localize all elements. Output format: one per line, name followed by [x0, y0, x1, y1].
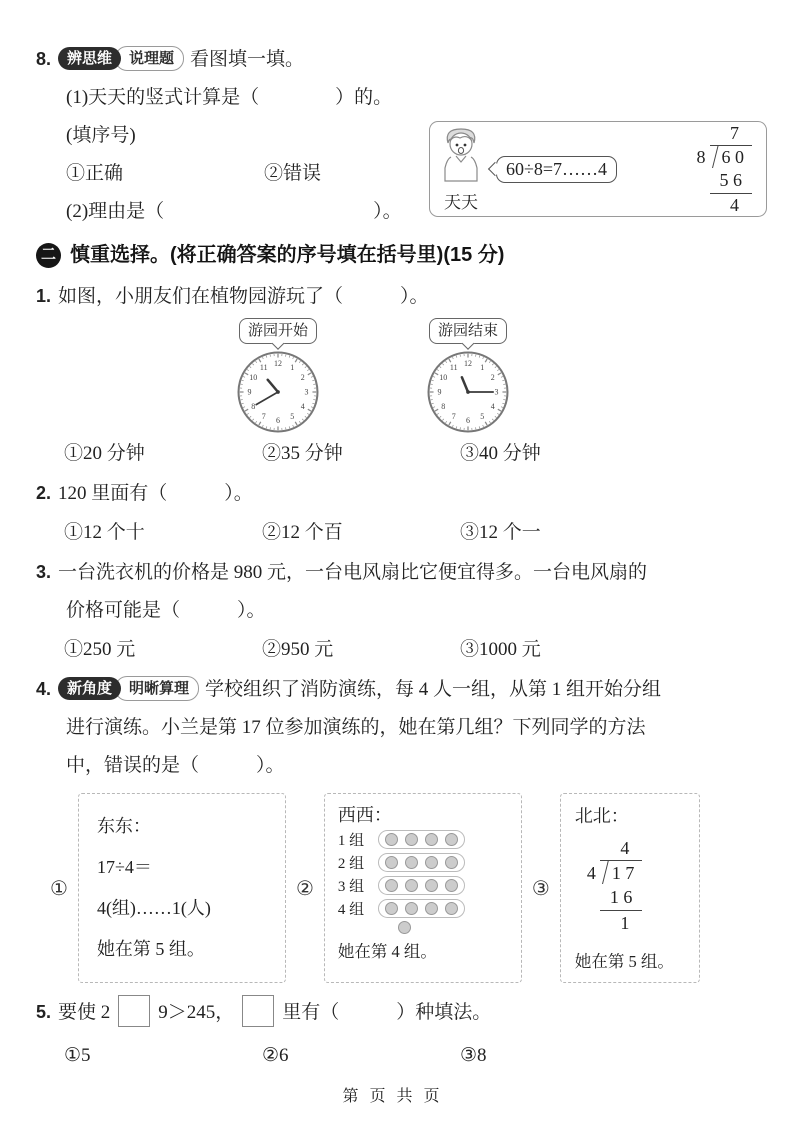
blank-box — [118, 995, 150, 1027]
clock-number: 1 — [290, 362, 295, 372]
person-dot — [425, 902, 438, 915]
section-2-title: 慎重选择。(将正确答案的序号填在括号里)(15 分) — [70, 244, 505, 266]
q3-option-2: ②950 元 — [262, 639, 334, 660]
question-2 — [36, 474, 767, 513]
boy-avatar-icon — [438, 126, 484, 182]
clock-number: 6 — [466, 416, 470, 426]
question-3 — [36, 553, 767, 592]
question-3-line1: 一台洗衣机的价格是 980 元，一台电风扇比它便宜得多。一台电风扇的 — [58, 562, 648, 583]
method-3-marker: ③ — [531, 877, 550, 900]
clock-number: 10 — [439, 373, 448, 383]
blank-box — [242, 995, 274, 1027]
person-dot — [445, 856, 458, 869]
question-3-line2: 价格可能是（ ）。 — [66, 600, 266, 621]
person-dot — [385, 902, 398, 915]
clock-number: 8 — [441, 401, 446, 411]
clock-number: 2 — [490, 373, 495, 383]
person-dot — [425, 833, 438, 846]
person-dot — [405, 833, 418, 846]
q2-option-1: ①12 个十 — [64, 522, 145, 543]
method-2-marker: ② — [295, 877, 314, 900]
q5-part-1: 要使 2 — [58, 1002, 111, 1023]
boy-name-label: 天天 — [444, 193, 478, 212]
q5-part-3: 里有（ ）种填法。 — [282, 1002, 492, 1023]
dots-pill — [378, 853, 465, 872]
question-4-line3: 中，错误的是（ ）。 — [66, 755, 285, 776]
clock-number: 11 — [449, 362, 458, 372]
q8-option-wrong: ②错误 — [264, 163, 322, 184]
group-label: 3 组 — [337, 879, 365, 895]
clock-start-face — [236, 350, 320, 434]
group-label: 2 组 — [337, 856, 365, 872]
worksheet-content — [36, 40, 767, 1076]
question-2-options — [36, 513, 767, 553]
q8-fill-serial-hint: (填序号) — [66, 125, 136, 146]
badge-shuo-li-ti: 说理题 — [115, 46, 184, 71]
question-4-line2: 进行演练。小兰是第 17 位参加演练的，她在第几组？下列同学的方法 — [66, 717, 646, 738]
beibei-conclusion: 她在第 5 组。 — [574, 952, 674, 971]
person-dot — [398, 921, 411, 934]
clock-number: 8 — [251, 401, 256, 411]
q2-option-2: ②12 个百 — [262, 522, 343, 543]
clock-center — [276, 390, 280, 394]
xixi-group-rows — [338, 829, 521, 919]
beibei-name: 北北： — [574, 806, 629, 826]
question-8-number: 8. — [36, 49, 52, 69]
boy-figure — [438, 126, 484, 212]
clock-number: 4 — [490, 401, 495, 411]
group-row — [338, 829, 521, 850]
badge-mingxi-suanli: 明晰算理 — [115, 676, 199, 701]
clock-number: 10 — [249, 373, 258, 383]
question-8-header — [36, 40, 767, 79]
question-1-number: 1. — [36, 286, 52, 306]
dongdong-line-2: 4(组)……1(人) — [96, 898, 211, 918]
section-2-header — [36, 235, 767, 275]
clock-number: 9 — [247, 387, 252, 397]
person-dot — [405, 856, 418, 869]
question-8-title-text: 看图填一填。 — [190, 49, 305, 70]
clock-number: 5 — [290, 412, 295, 422]
division-product: 5 6 — [710, 169, 753, 194]
clock-end-face — [426, 350, 510, 434]
xixi-extra-dot — [398, 921, 521, 939]
person-dot — [405, 902, 418, 915]
group-label: 4 组 — [337, 902, 365, 918]
clock-number: 2 — [300, 373, 305, 383]
clock-center — [466, 390, 470, 394]
division-dividend: 6 0 — [710, 145, 753, 169]
clock-number: 9 — [437, 387, 442, 397]
question-5-text — [58, 990, 491, 1036]
question-1-text: 如图，小朋友们在植物园游玩了（ ）。 — [58, 286, 429, 307]
q5-option-3: ③8 — [460, 1045, 487, 1066]
division-remainder: 4 — [730, 194, 739, 215]
question-1-options — [36, 434, 767, 474]
question-2-number: 2. — [36, 483, 52, 503]
clock-number: 6 — [276, 416, 280, 426]
clock-number: 7 — [261, 412, 266, 422]
person-dot — [445, 902, 458, 915]
q5-part-2: 9＞245， — [158, 1002, 235, 1023]
tiantian-figure-box — [429, 121, 767, 217]
person-dot — [425, 856, 438, 869]
question-4-header — [36, 670, 767, 709]
clock-start-group — [232, 318, 324, 434]
clock-number: 1 — [480, 362, 485, 372]
xixi-conclusion: 她在第 4 组。 — [337, 942, 437, 961]
method-boxes — [50, 793, 767, 983]
person-dot — [445, 879, 458, 892]
badge-xin-jiaodu: 新角度 — [58, 677, 121, 700]
division-remainder: 1 — [620, 913, 630, 933]
dots-pill — [378, 876, 465, 895]
q1-option-1: ①20 分钟 — [64, 443, 145, 464]
person-dot — [425, 879, 438, 892]
q1-option-3: ③40 分钟 — [460, 443, 541, 464]
person-dot — [445, 833, 458, 846]
question-5-options — [36, 1036, 767, 1076]
division-divisor: 8 — [696, 146, 706, 167]
dongdong-name: 东东： — [96, 816, 151, 836]
group-row — [338, 875, 521, 896]
q8-subquestion-2: (2)理由是（ ）。 — [66, 201, 402, 222]
question-3-options — [36, 630, 767, 670]
q3-option-1: ①250 元 — [64, 639, 136, 660]
clock-number: 5 — [480, 412, 485, 422]
dots-pill — [378, 830, 465, 849]
clock-number: 4 — [300, 401, 305, 411]
question-4-line1-wrap — [58, 671, 661, 709]
question-4-number: 4. — [36, 679, 52, 699]
question-2-text: 120 里面有（ ）。 — [58, 483, 253, 504]
clocks-figure — [36, 318, 767, 434]
division-quotient: 4 — [620, 838, 630, 858]
person-dot — [385, 879, 398, 892]
section-2-marker: 二 — [36, 243, 61, 268]
person-dot — [385, 833, 398, 846]
division-product: 1 6 — [600, 885, 643, 911]
clock-number: 3 — [304, 387, 309, 397]
question-5-number: 5. — [36, 1002, 52, 1022]
method-1-marker: ① — [50, 877, 68, 900]
question-8-body — [36, 79, 767, 231]
question-8-title — [58, 41, 304, 79]
q1-option-2: ②35 分钟 — [262, 443, 343, 464]
dots-pill — [378, 899, 465, 918]
speech-bubble: 60÷8=7……4 — [496, 156, 617, 183]
person-dot — [385, 856, 398, 869]
question-5 — [36, 989, 767, 1036]
clock-number: 12 — [464, 358, 472, 368]
division-divisor: 4 — [586, 863, 596, 883]
clock-number: 3 — [494, 387, 499, 397]
q5-option-1: ①5 — [64, 1045, 91, 1066]
method-box-xixi — [324, 793, 522, 983]
clock-end-label: 游园结束 — [429, 318, 507, 344]
clock-number: 11 — [259, 362, 268, 372]
dongdong-line-1: 17÷4＝ — [96, 857, 152, 877]
xixi-name: 西西： — [337, 805, 392, 825]
page-footer: 第页共页 — [342, 1088, 451, 1105]
q3-option-3: ③1000 元 — [460, 639, 541, 660]
division-dividend: 1 7 — [600, 860, 643, 885]
person-dot — [405, 879, 418, 892]
clock-end-group — [422, 318, 514, 434]
question-4-line1: 学校组织了消防演练，每 4 人一组，从第 1 组开始分组 — [205, 679, 662, 700]
group-label: 1 组 — [337, 833, 365, 849]
long-division-q8 — [697, 123, 753, 216]
clock-number: 7 — [451, 412, 456, 422]
question-3-number: 3. — [36, 562, 52, 582]
long-division-beibei — [587, 837, 643, 934]
q8-option-correct: ①正确 — [66, 163, 124, 184]
q8-subquestion-1: (1)天天的竖式计算是（ ）的。 — [66, 87, 393, 108]
dongdong-conclusion: 她在第 5 组。 — [96, 939, 205, 959]
group-row — [338, 898, 521, 919]
question-1 — [36, 277, 767, 316]
q5-option-2: ②6 — [262, 1045, 289, 1066]
clock-start-label: 游园开始 — [239, 318, 317, 344]
clock-number: 12 — [274, 358, 282, 368]
badge-bian-siwei: 辨思维 — [58, 47, 121, 70]
division-quotient: 7 — [730, 122, 739, 143]
method-box-dongdong — [78, 793, 286, 983]
group-row — [338, 852, 521, 873]
method-box-beibei — [560, 793, 700, 983]
q2-option-3: ③12 个一 — [460, 522, 541, 543]
